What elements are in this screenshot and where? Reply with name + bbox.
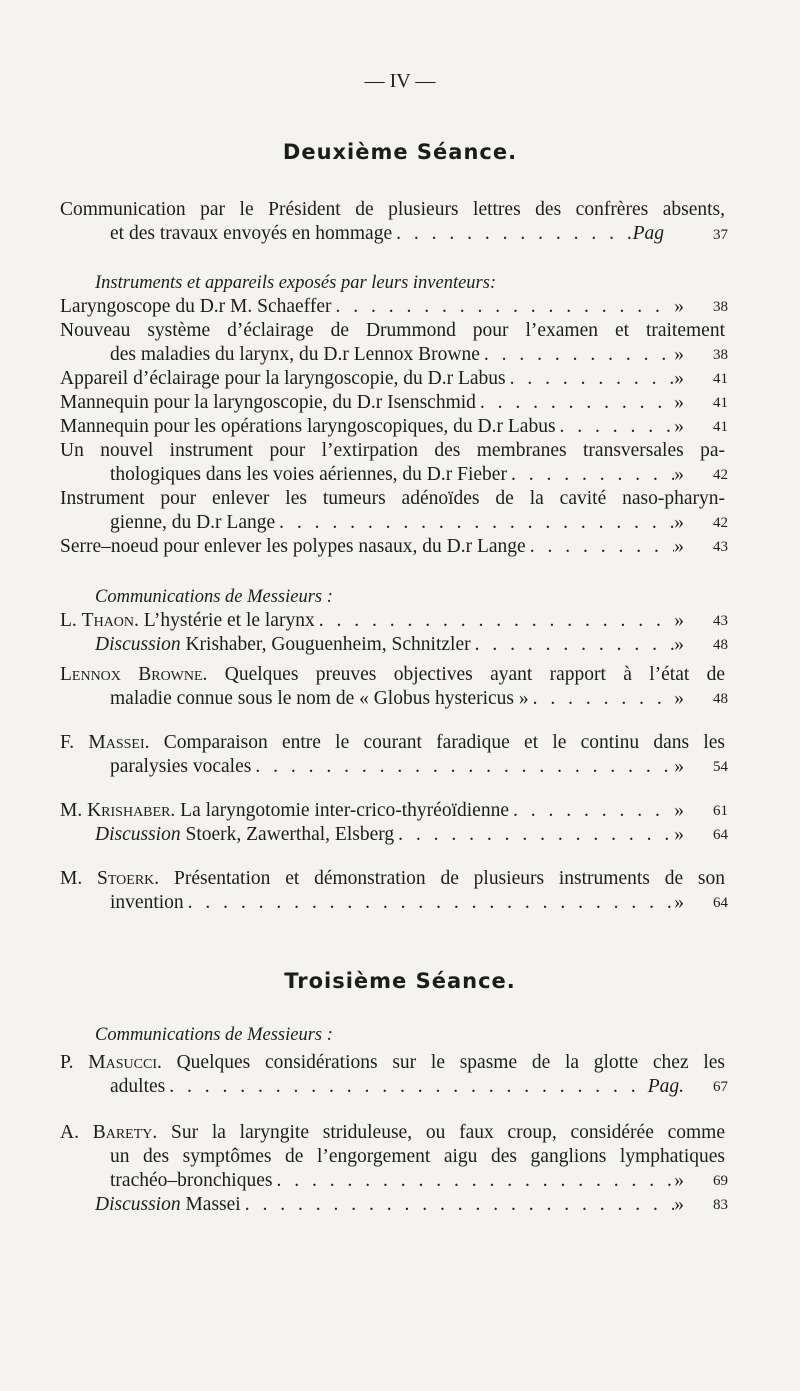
author-initial: P.: [60, 1052, 74, 1073]
entry-text: invention: [110, 892, 184, 913]
dot-leader: [392, 222, 632, 246]
leader-mark: »: [674, 1194, 684, 1215]
leader-mark: »: [674, 824, 684, 845]
dot-leader: [471, 633, 675, 657]
leader-mark: »: [674, 296, 684, 317]
toc-entry-browne-line-1: [60, 663, 725, 687]
dot-leader: [275, 511, 674, 535]
dot-leader: [241, 1193, 675, 1217]
author-name: Krishaber.: [87, 800, 176, 821]
pag-label: Pag: [632, 223, 664, 244]
entry-title: L’hystérie et le larynx: [143, 610, 315, 631]
page-folio: — IV —: [364, 70, 436, 92]
toc-entry-barety-line-1: [60, 1121, 725, 1145]
page-number: 38: [713, 299, 728, 315]
toc-entry-krishaber: [60, 799, 690, 823]
toc-entry-barety: [110, 1169, 690, 1193]
leader-mark: »: [674, 464, 684, 485]
page-number: 42: [713, 467, 728, 483]
entry-line: Sur la laryngite striduleuse, ou faux croup, considérée comme: [171, 1122, 725, 1143]
leader-mark: »: [674, 892, 684, 913]
dot-leader: [272, 1169, 674, 1193]
pag-label: Pag.: [647, 1076, 684, 1097]
toc-entry-thaon-discussion: [95, 633, 690, 657]
dot-leader: [526, 535, 675, 559]
toc-entry-labus-eclairage: [60, 367, 690, 391]
entry-text: adultes: [110, 1076, 166, 1097]
toc-entry-lange-serre-noeud: [60, 535, 690, 559]
leader-mark: »: [674, 756, 684, 777]
page-number: 42: [713, 515, 728, 531]
page-number: 38: [713, 347, 728, 363]
leader-mark: »: [674, 1170, 684, 1191]
leader-mark: »: [674, 344, 684, 365]
entry-text: Serre–noeud pour enlever les polypes nasaux, du D.r Lange: [60, 536, 526, 557]
page-number: 48: [713, 691, 728, 707]
dot-leader: [315, 609, 675, 633]
author-name: Thaon.: [81, 610, 139, 631]
entry-line: Un nouvel instrument pour l’extirpation des membranes transversales pa-: [60, 440, 725, 461]
page-number: 41: [713, 395, 728, 411]
toc-entry-masucci: [110, 1075, 690, 1099]
dot-leader: [251, 755, 674, 779]
page-number: 43: [713, 539, 728, 555]
communication-entry: [110, 222, 670, 246]
dot-leader: [506, 367, 675, 391]
entry-text: Mannequin pour les opérations laryngoscopiques, du D.r Labus: [60, 416, 556, 437]
page-number: 43: [713, 613, 728, 629]
toc-entry-massei: [110, 755, 690, 779]
toc-entry-lange-adenoides: [110, 511, 690, 535]
toc-entry-labus-mannequin: [60, 415, 690, 439]
leader-mark: »: [674, 416, 684, 437]
entry-text: [60, 799, 509, 823]
toc-entry-schaeffer: [60, 295, 690, 319]
author-name: Barety.: [92, 1122, 158, 1143]
toc-entry-lennox-browne-drummond: [110, 343, 690, 367]
discussion-label: Discussion: [95, 1194, 181, 1215]
entry-text: Appareil d’éclairage pour la laryngoscopie, du D.r Labus: [60, 368, 506, 389]
entry-text: [60, 609, 315, 633]
author-name: Lennox Browne.: [60, 664, 208, 685]
discussion-label: Discussion: [95, 824, 181, 845]
author-initial: F.: [60, 732, 75, 753]
author-name: Masucci.: [88, 1052, 162, 1073]
dot-leader: [476, 391, 674, 415]
entry-text: paralysies vocales: [110, 756, 252, 777]
author-initial: A.: [60, 1122, 79, 1143]
entry-text: Mannequin pour la laryngoscopie, du D.r Isenschmid: [60, 392, 476, 413]
leader-mark: »: [674, 392, 684, 413]
page-number: 48: [713, 637, 728, 653]
discussion-label: Discussion: [95, 634, 181, 655]
dot-leader: [331, 295, 674, 319]
entry-text: gienne, du D.r Lange: [110, 512, 276, 533]
entry-title: La laryngotomie inter-crico-thyréoïdienne: [180, 800, 509, 821]
page-number: 83: [713, 1197, 728, 1213]
communication-line-1: Communication par le Président de plusieurs lettres des confrères absents,: [60, 199, 725, 220]
communication-line-2: et des travaux envoyés en hommage: [110, 223, 393, 244]
instruments-heading: Instruments et appareils exposés par leurs inventeurs:: [95, 273, 497, 293]
communications-heading: Communications de Messieurs :: [95, 1025, 333, 1045]
entry-line: Nouveau système d’éclairage de Drummond pour l’examen et traitement: [60, 320, 725, 341]
dot-leader: [529, 687, 675, 711]
page-number: 67: [713, 1079, 728, 1095]
page-number: 69: [713, 1173, 728, 1189]
toc-entry-masucci-line-1: [60, 1051, 725, 1075]
section-title-deuxieme-seance: Deuxième Séance.: [282, 140, 518, 164]
section-title-troisieme-seance: Troisième Séance.: [284, 969, 516, 993]
author-name: Massei.: [88, 732, 150, 753]
leader-mark: »: [674, 512, 684, 533]
page-number: 41: [713, 419, 728, 435]
entry-line: Comparaison entre le courant faradique et le continu dans les: [163, 732, 725, 753]
entry-line: un des symptômes de l’engorgement aigu des ganglions lymphatiques: [110, 1146, 725, 1167]
communications-heading: Communications de Messieurs :: [95, 587, 333, 607]
leader-mark: »: [674, 610, 684, 631]
entry-line: Quelques considérations sur le spasme de la glotte chez les: [176, 1052, 725, 1073]
dot-leader: [507, 463, 674, 487]
entry-line: Présentation et démonstration de plusieurs instruments de son: [173, 868, 725, 889]
page-number: 37: [713, 227, 728, 243]
discussion-names: Krishaber, Gouguenheim, Schnitzler: [185, 634, 471, 655]
page-number: 54: [713, 759, 728, 775]
leader-mark: »: [674, 800, 684, 821]
toc-entry-stoerk: [110, 891, 690, 915]
dot-leader: [184, 891, 675, 915]
entry-text: [95, 633, 471, 657]
dot-leader: [165, 1075, 647, 1099]
leader-mark: »: [674, 634, 684, 655]
leader-mark: »: [674, 536, 684, 557]
toc-entry-massei-line-1: [60, 731, 725, 755]
entry-text: thologiques dans les voies aériennes, du D.r Fieber: [110, 464, 507, 485]
toc-entry-isenschmid: [60, 391, 690, 415]
page-number: 64: [713, 895, 728, 911]
entry-text: trachéo–bronchiques: [110, 1170, 273, 1191]
toc-entry-stoerk-line-1: [60, 867, 725, 891]
author-initial: M.: [60, 800, 83, 821]
entry-text: des maladies du larynx, du D.r Lennox Browne: [110, 344, 480, 365]
leader-mark: »: [674, 368, 684, 389]
author-name: Stoerk.: [97, 868, 160, 889]
entry-line: Instrument pour enlever les tumeurs adénoïdes de la cavité naso-pharyn-: [60, 488, 725, 509]
dot-leader: [556, 415, 675, 439]
entry-text: Laryngoscope du D.r M. Schaeffer: [60, 296, 332, 317]
toc-entry-thaon: [60, 609, 690, 633]
toc-entry-barety-discussion: [95, 1193, 690, 1217]
leader-mark: »: [674, 688, 684, 709]
page-number: 64: [713, 827, 728, 843]
toc-entry-krishaber-discussion: [95, 823, 690, 847]
page-number: 61: [713, 803, 728, 819]
entry-line: Quelques preuves objectives ayant rapport à l’état de: [224, 664, 725, 685]
page-number: 41: [713, 371, 728, 387]
toc-entry-fieber: [110, 463, 690, 487]
author-initial: M.: [60, 868, 83, 889]
discussion-names: Massei: [185, 1194, 241, 1215]
entry-text: [95, 823, 394, 847]
toc-entry-browne: [110, 687, 690, 711]
author-initial: L.: [60, 610, 77, 631]
discussion-names: Stoerk, Zawerthal, Elsberg: [185, 824, 395, 845]
entry-text: maladie connue sous le nom de « Globus hystericus »: [110, 688, 529, 709]
dot-leader: [394, 823, 674, 847]
dot-leader: [480, 343, 674, 367]
entry-text: [95, 1193, 241, 1217]
dot-leader: [509, 799, 674, 823]
